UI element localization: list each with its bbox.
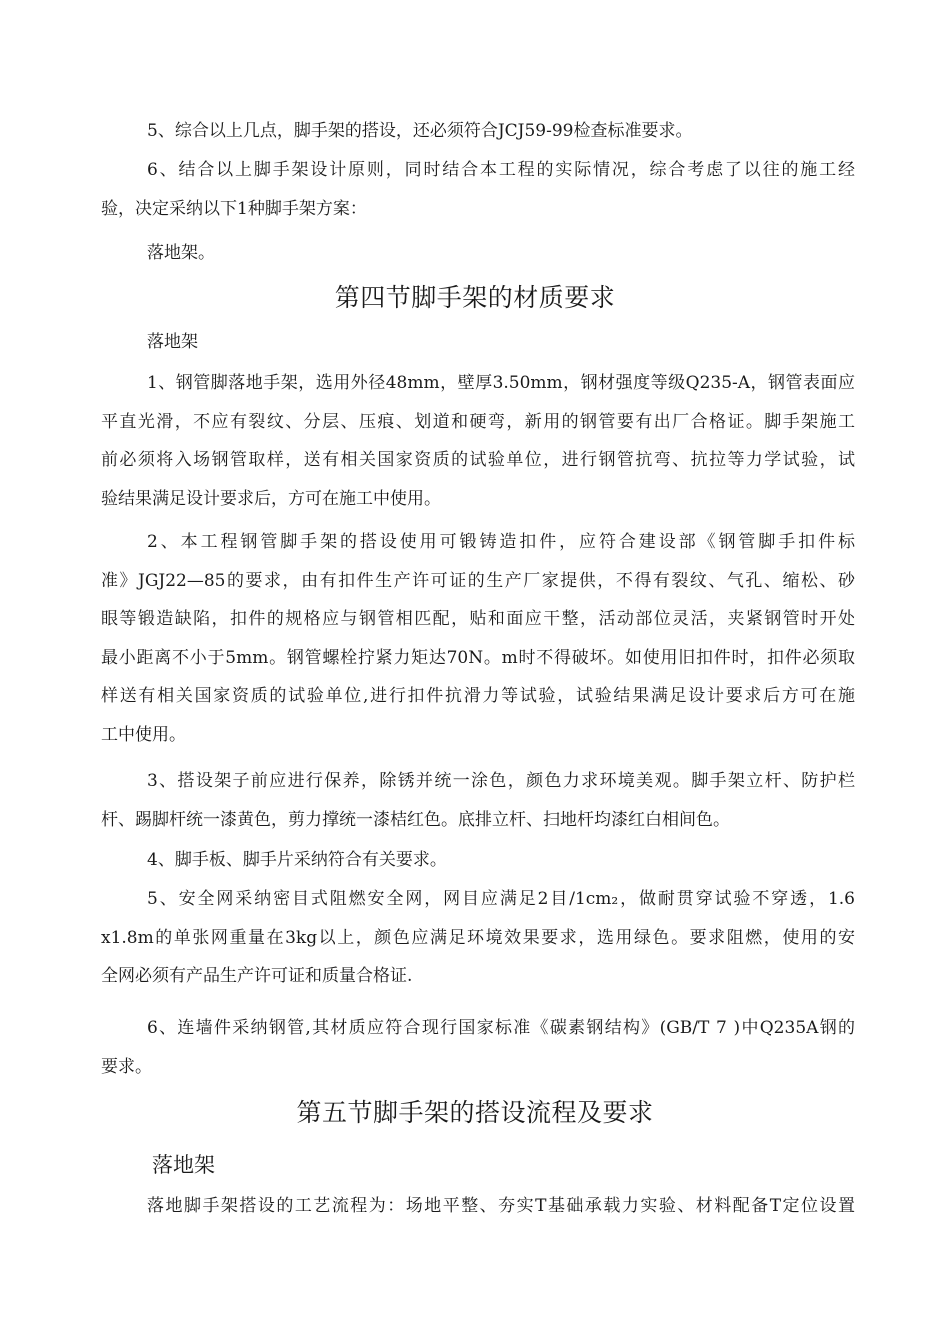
paragraph-line: 2、本工程钢管脚手架的搭设使用可锻铸造扣件，应符合建设部《钢管脚手扣件标 bbox=[147, 532, 855, 552]
paragraph-line: 前必须将入场钢管取样，送有相关国家资质的试验单位，进行钢管抗弯、抗拉等力学试验，试 bbox=[101, 450, 855, 470]
paragraph-line: 落地架 bbox=[147, 332, 198, 352]
paragraph-line: 落地架。 bbox=[147, 243, 215, 263]
paragraph-line: 验结果满足设计要求后，方可在施工中使用。 bbox=[101, 488, 441, 509]
paragraph-5-standard bbox=[101, 112, 855, 151]
paragraph-line: 1、钢管脚落地手架，选用外径48mm，壁厚3.50mm，钢材强度等级Q235-A，钢管表面应 bbox=[147, 373, 855, 393]
paragraph-line: 验，决定采纳以下1种脚手架方案： bbox=[101, 198, 367, 219]
paragraph-line: 4、脚手板、脚手片采纳符合有关要求。 bbox=[147, 850, 447, 870]
paragraph-safety-net bbox=[101, 880, 855, 996]
paragraph-line: 5、安全网采纳密目式阻燃安全网，网目应满足2目/1cm₂，做耐贯穿试验不穿透，1.6 bbox=[147, 889, 855, 909]
paragraph-line: 5、综合以上几点，脚手架的搭设，还必须符合JCJ59-99检查标准要求。 bbox=[147, 121, 693, 141]
paragraph-6-scheme bbox=[101, 151, 855, 228]
paragraph-line: 平直光滑，不应有裂纹、分层、压痕、划道和硬弯，新用的钢管要有出厂合格证。脚手架施工 bbox=[101, 411, 855, 432]
paragraph-floor-scaffold bbox=[101, 234, 855, 273]
paragraph-line: 6、结合以上脚手架设计原则，同时结合本工程的实际情况，综合考虑了以往的施工经 bbox=[147, 160, 855, 180]
paragraph-line: 落地脚手架搭设的工艺流程为：场地平整、夯实T基础承载力实验、材料配备T定位设置 bbox=[147, 1196, 855, 1216]
paragraph-line: 样送有相关国家资质的试验单位,进行扣件抗滑力等试验，试验结果满足设计要求后方可在施 bbox=[101, 686, 855, 706]
paragraph-line: 眼等锻造缺陷，扣件的规格应与钢管相匹配，贴和面应干整，活动部位灵活，夹紧钢管时开处 bbox=[101, 609, 855, 629]
paragraph-process bbox=[101, 1187, 855, 1226]
paragraph-line: 最小距离不小于5mm。钢管螺栓拧紧力矩达70N。m时不得破坏。如使用旧扣件时，扣件必须取 bbox=[101, 647, 855, 668]
paragraph-line: 3、搭设架子前应进行保养，除锈并统一涂色，颜色力求环境美观。脚手架立杆、防护栏 bbox=[147, 771, 855, 791]
paragraph-line: 要求。 bbox=[101, 1056, 152, 1077]
paragraph-line: 杆、踢脚杆统一漆黄色，剪力撑统一漆桔红色。底排立杆、扫地杆均漆红白相间色。 bbox=[101, 809, 730, 830]
paragraph-line: 全网必须有产品生产许可证和质量合格证. bbox=[101, 966, 413, 986]
paragraph-painting bbox=[101, 762, 855, 839]
paragraph-line: 准》JGJ22—85的要求，由有扣件生产许可证的生产厂家提供，不得有裂纹、气孔、缩松、砂 bbox=[101, 570, 855, 591]
paragraph-line: 6、连墙件采纳钢管,其材质应符合现行国家标准《碳素钢结构》(GB/T 7 )中Q235A钢的 bbox=[147, 1018, 855, 1038]
paragraph-line: 工中使用。 bbox=[101, 724, 186, 745]
section-heading-5: 第五节脚手架的搭设流程及要求 bbox=[296, 1098, 654, 1127]
section-heading-4: 第四节脚手架的材质要求 bbox=[334, 283, 616, 312]
paragraph-line: x1.8m的单张网重量在3kg以上，颜色应满足环境效果要求，选用绿色。要求阻燃，使用的安 bbox=[101, 927, 855, 948]
paragraph-fasteners bbox=[101, 523, 855, 754]
paragraph-scaffold-boards bbox=[101, 841, 855, 880]
paragraph-wall-ties bbox=[101, 1009, 855, 1086]
subsection-label bbox=[101, 323, 855, 362]
subsection-heading: 落地架 bbox=[152, 1153, 215, 1177]
paragraph-steel-pipe bbox=[101, 364, 855, 518]
